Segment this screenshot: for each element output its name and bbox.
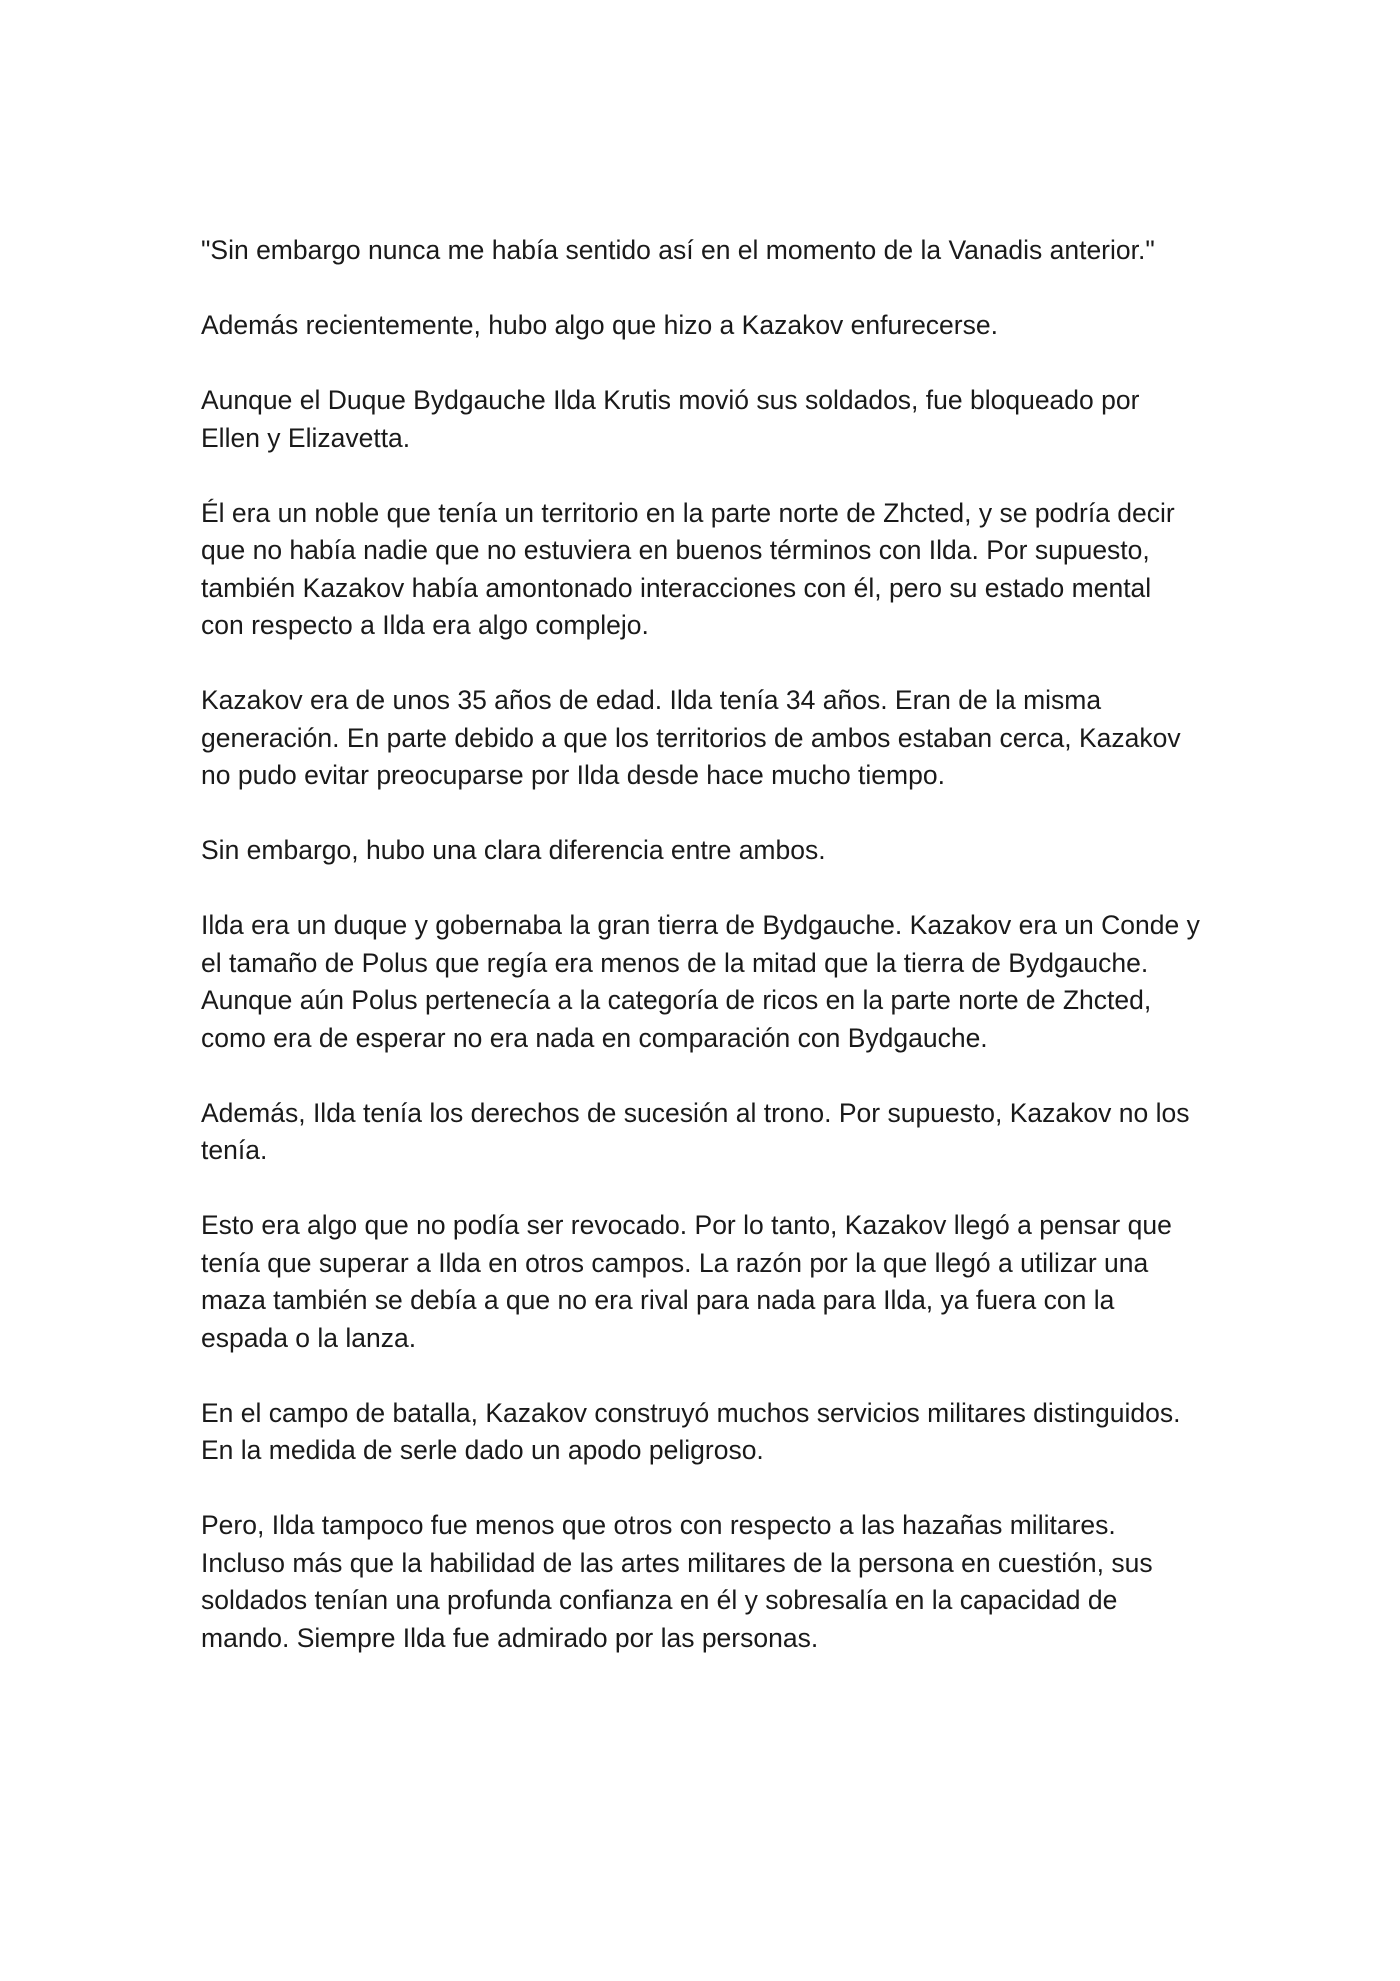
paragraph: Kazakov era de unos 35 años de edad. Ilda tenía 34 años. Eran de la misma generación. En parte debido a que los territorios de ambos estaban cerca, Kazakov no pudo evitar preocuparse por Ilda desde hace mucho tiempo. bbox=[201, 685, 1181, 790]
paragraph: Esto era algo que no podía ser revocado. Por lo tanto, Kazakov llegó a pensar que tenía que superar a Ilda en otros campos. La razón por la que llegó a utilizar una maza también se debía a que no era rival para nada para Ilda, ya fuera con la espada o la lanza. bbox=[201, 1210, 1172, 1353]
document-body bbox=[201, 232, 1201, 1657]
paragraph: En el campo de batalla, Kazakov construyó muchos servicios militares distinguidos. En la medida de serle dado un apodo peligroso. bbox=[201, 1397, 1181, 1465]
paragraph: Ilda era un duque y gobernaba la gran tierra de Bydgauche. Kazakov era un Conde y el tamaño de Polus que regía era menos de la mitad que la tierra de Bydgauche. Aunque aún Polus pertenecía a la categoría de ricos en la parte norte de Zhcted, como era de esperar no era nada en comparación con Bydgauche. bbox=[201, 910, 1200, 1053]
paragraph: Aunque el Duque Bydgauche Ilda Krutis movió sus soldados, fue bloqueado por Ellen y Elizavetta. bbox=[201, 385, 1140, 453]
paragraph: Él era un noble que tenía un territorio en la parte norte de Zhcted, y se podría decir que no había nadie que no estuviera en buenos términos con Ilda. Por supuesto, también Kazakov había amontonado interacciones con él, pero su estado mental con respecto a Ilda era algo complejo. bbox=[201, 497, 1175, 640]
paragraph: Además recientemente, hubo algo que hizo a Kazakov enfurecerse. bbox=[201, 310, 998, 340]
paragraph: Sin embargo, hubo una clara diferencia entre ambos. bbox=[201, 835, 826, 865]
paragraph: Pero, Ilda tampoco fue menos que otros con respecto a las hazañas militares. Incluso más que la habilidad de las artes militares de la persona en cuestión, sus soldados tenían una profunda confianza en él y sobresalía en la capacidad de mando. Siempre Ilda fue admirado por las personas. bbox=[201, 1510, 1153, 1653]
paragraph: Además, Ilda tenía los derechos de sucesión al trono. Por supuesto, Kazakov no los tenía. bbox=[201, 1097, 1190, 1165]
paragraph: "Sin embargo nunca me había sentido así en el momento de la Vanadis anterior." bbox=[201, 235, 1155, 265]
